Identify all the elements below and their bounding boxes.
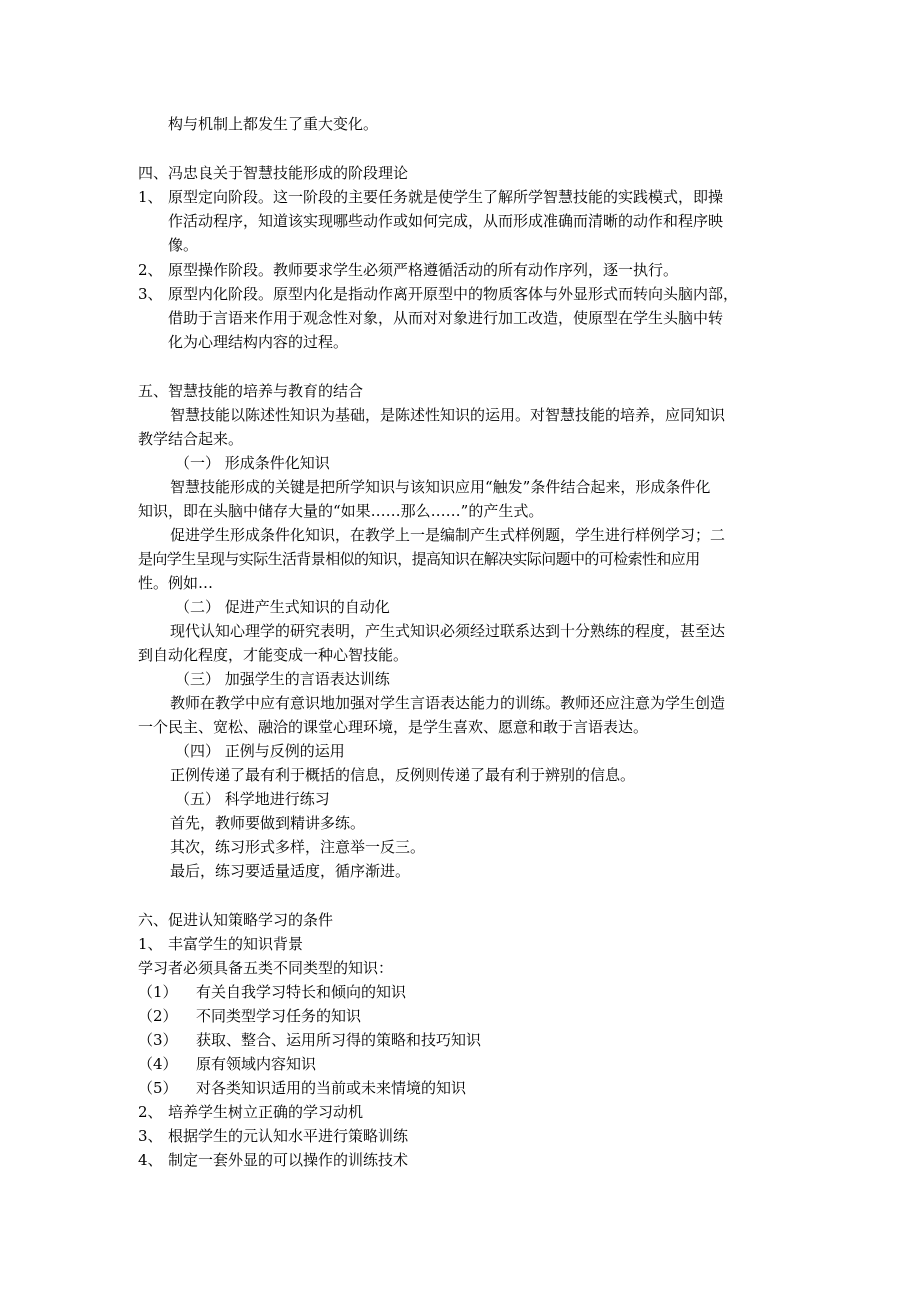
list-item: 制定一套外显的可以操作的训练技术 <box>168 1151 409 1169</box>
list-item: 原型内化阶段。原型内化是指动作离开原型中的物质客体与外显形式而转向头脑内部， <box>168 285 739 303</box>
list-number: 2、 <box>138 261 163 279</box>
subsection-heading: （五） 科学地进行练习 <box>175 790 330 808</box>
text-line: 教学结合起来。 <box>138 430 244 448</box>
text-line: 知识，即在头脑中储存大量的“如果……那么……”的产生式。 <box>138 502 544 520</box>
list-item: 丰富学生的知识背景 <box>168 935 304 953</box>
text-line: 智慧技能形成的关键是把所学知识与该知识应用“触发”条件结合起来，形成条件化 <box>170 478 711 496</box>
text-line: 借助于言语来作用于观念性对象，从而对对象进行加工改造，使原型在学生头脑中转 <box>168 309 724 327</box>
list-number: 3、 <box>138 285 163 303</box>
list-number: （5） <box>138 1079 178 1097</box>
text-line: 构与机制上都发生了重大变化。 <box>168 115 379 133</box>
list-item: 原型定向阶段。这一阶段的主要任务就是使学生了解所学智慧技能的实践模式，即操 <box>168 188 724 206</box>
text-line: 智慧技能以陈述性知识为基础，是陈述性知识的运用。对智慧技能的培养，应同知识 <box>170 406 726 424</box>
text-line: 首先，教师要做到精讲多练。 <box>170 814 366 832</box>
text-line: 正例传递了最有利于概括的信息，反例则传递了最有利于辨别的信息。 <box>170 766 636 784</box>
section-heading: 五、智慧技能的培养与教育的结合 <box>138 382 364 400</box>
section-heading: 六、促进认知策略学习的条件 <box>138 911 334 929</box>
list-item: 原型操作阶段。教师要求学生必须严格遵循活动的所有动作序列，逐一执行。 <box>168 261 679 279</box>
text-line: 最后，练习要适量适度，循序渐进。 <box>170 862 411 880</box>
list-item: 原有领域内容知识 <box>196 1055 317 1073</box>
list-item: 培养学生树立正确的学习动机 <box>168 1103 364 1121</box>
text-line: 化为心理结构内容的过程。 <box>168 333 349 351</box>
list-number: 1、 <box>138 188 163 206</box>
text-line: 其次，练习形式多样，注意举一反三。 <box>170 838 426 856</box>
text-line: 现代认知心理学的研究表明，产生式知识必须经过联系达到十分熟练的程度，甚至达 <box>170 622 726 640</box>
text-line: 性。例如… <box>138 574 214 592</box>
text-line: 促进学生形成条件化知识，在教学上一是编制产生式样例题，学生进行样例学习；二 <box>170 526 726 544</box>
text-line: 一个民主、宽松、融洽的课堂心理环境，是学生喜欢、愿意和敢于言语表达。 <box>138 718 649 736</box>
subsection-heading: （三） 加强学生的言语表达训练 <box>175 670 390 688</box>
text-line: 到自动化程度，才能变成一种心智技能。 <box>138 646 409 664</box>
list-number: （4） <box>138 1055 178 1073</box>
list-number: 4、 <box>138 1151 163 1169</box>
subsection-heading: （四） 正例与反例的运用 <box>175 742 345 760</box>
text-line: 像。 <box>168 236 199 254</box>
text-line: 作活动程序，知道该实现哪些动作或如何完成，从而形成准确而清晰的动作和程序映 <box>168 212 724 230</box>
list-item: 不同类型学习任务的知识 <box>196 1007 362 1025</box>
section-heading: 四、冯忠良关于智慧技能形成的阶段理论 <box>138 164 409 182</box>
list-item: 根据学生的元认知水平进行策略训练 <box>168 1127 409 1145</box>
subsection-heading: （一） 形成条件化知识 <box>175 454 330 472</box>
list-item: 获取、整合、运用所习得的策略和技巧知识 <box>196 1031 482 1049</box>
list-number: 3、 <box>138 1127 163 1145</box>
list-number: 2、 <box>138 1103 163 1121</box>
list-item: 有关自我学习特长和倾向的知识 <box>196 983 407 1001</box>
list-number: 1、 <box>138 935 163 953</box>
list-number: （3） <box>138 1031 178 1049</box>
list-item: 对各类知识适用的当前或未来情境的知识 <box>196 1079 467 1097</box>
text-line: 教师在教学中应有意识地加强对学生言语表达能力的训练。教师还应注意为学生创造 <box>170 694 726 712</box>
list-number: （1） <box>138 983 178 1001</box>
list-number: （2） <box>138 1007 178 1025</box>
text-line: 学习者必须具备五类不同类型的知识： <box>138 959 394 977</box>
subsection-heading: （二） 促进产生式知识的自动化 <box>175 598 390 616</box>
text-line: 是向学生呈现与实际生活背景相似的知识，提高知识在解决实际问题中的可检索性和应用 <box>138 550 700 568</box>
